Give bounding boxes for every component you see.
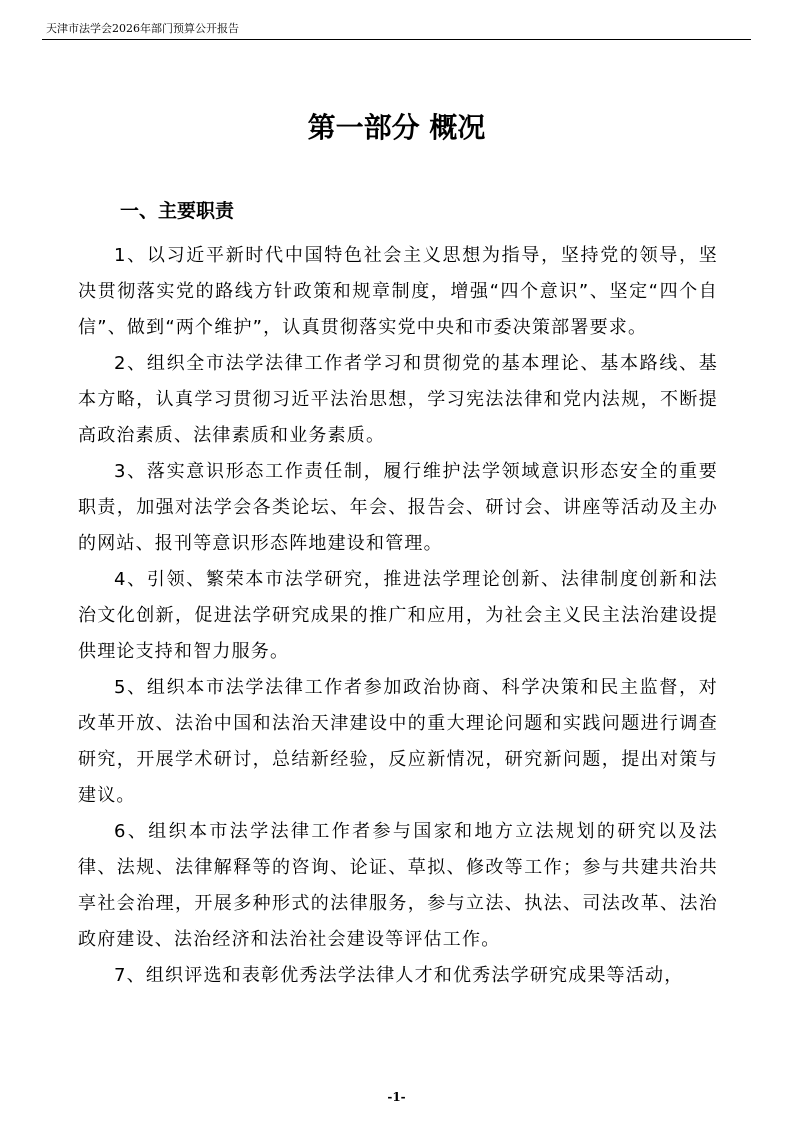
- paragraph-7: 7、组织评选和表彰优秀法学法律人才和优秀法学研究成果等活动，: [114, 965, 684, 986]
- paragraph-5: 5、组织本市法学法律工作者参加政治协商、科学决策和民主监督，对改革开放、法治中国和法治天津建设中的重大理论问题和实践问题进行调查研究，开展学术研讨，总结新经验，反应新情况，研究新问题，提出对策与建议。: [78, 677, 718, 806]
- paragraph-6: 6、组织本市法学法律工作者参与国家和地方立法规划的研究以及法律、法规、法律解释等的咨询、论证、草拟、修改等工作；参与共建共治共享社会治理，开展多种形式的法律服务，参与立法、执法、司法改革、法治政府建设、法治经济和法治社会建设等评估工作。: [78, 821, 718, 950]
- paragraph-3: 3、落实意识形态工作责任制，履行维护法学领域意识形态安全的重要职责，加强对法学会各类论坛、年会、报告会、研讨会、讲座等活动及主办的网站、报刊等意识形态阵地建设和管理。: [78, 461, 718, 554]
- section-heading: 一、主要职责: [120, 199, 235, 222]
- page-number: -1-: [387, 1090, 406, 1104]
- running-header-title: 天津市法学会2026年部门预算公开报告: [46, 22, 239, 35]
- paragraph-1: 1、以习近平新时代中国特色社会主义思想为指导，坚持党的领导，坚决贯彻落实党的路线方针政策和规章制度，增强“四个意识”、坚定“四个自信”、做到“两个维护”，认真贯彻落实党中央和市委决策部署要求。: [78, 245, 718, 338]
- header-divider: [42, 39, 751, 40]
- paragraph-2: 2、组织全市法学法律工作者学习和贯彻党的基本理论、基本路线、基本方略，认真学习贯彻习近平法治思想，学习宪法法律和党内法规，不断提高政治素质、法律素质和业务素质。: [78, 353, 718, 446]
- paragraph-4: 4、引领、繁荣本市法学研究，推进法学理论创新、法律制度创新和法治文化创新，促进法学研究成果的推广和应用，为社会主义民主法治建设提供理论支持和智力服务。: [78, 569, 718, 662]
- document-body: [78, 238, 718, 994]
- part-title: 第一部分 概况: [307, 110, 486, 144]
